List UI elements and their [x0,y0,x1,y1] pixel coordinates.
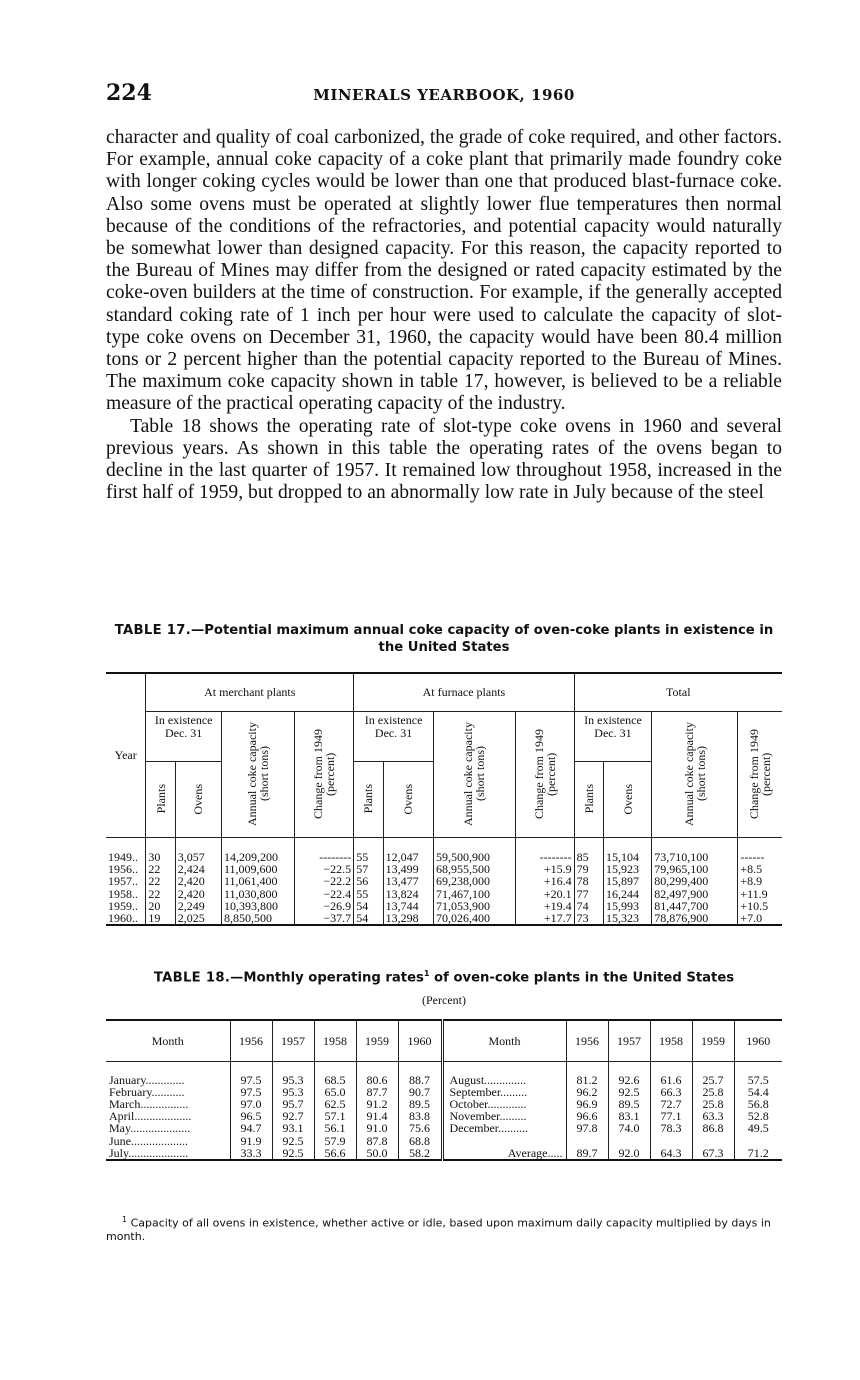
year-header: 1959 [356,1020,398,1062]
table17-caption [106,622,782,656]
ovens-header: Ovens [604,761,652,837]
table-row: 1958.. 22 2,420 11,030,800 −22.4 55 13,824 71,467,100 +20.1 77 16,244 82,497,900 +11.9 [106,888,782,900]
ovens-header: Ovens [175,761,221,837]
change-header: Change from 1949 (percent) [738,711,782,837]
table-row: April................... 96.5 92.7 57.1 91.4 83.8 November......... 96.6 83.1 77.1 63.3 52.8 [106,1110,782,1122]
footnote-marker: 1 [122,1215,128,1224]
table-row: July.................... 33.3 92.5 56.6 50.0 58.2 Average..... 89.7 92.0 64.3 67.3 71.2 [106,1147,782,1160]
group-header: Total [574,673,782,711]
month-header: Month [106,1020,230,1062]
capacity-header: Annual coke capacity (short tons) [652,711,738,837]
table18-unit: (Percent) [422,993,466,1007]
ovens-header: Ovens [383,761,433,837]
table18-caption [106,965,782,986]
year-header: Year [106,673,146,837]
in-existence-header: In existence Dec. 31 [146,711,222,761]
paragraph: Table 18 shows the operating rate of slot-type coke ovens in 1960 and several previous years. As shown in this table the operating rates of the ovens began to decline in the last quarter of 1957. It remained low throughout 1958, increased in the first half of 1959, but dropped to an abnormally low rate in July because of the steel [106,415,782,504]
table-row: 1956.. 22 2,424 11,009,600 −22.5 57 13,499 68,955,500 +15.9 79 15,923 79,965,100 +8.5 [106,863,782,875]
table-row: May.................... 94.7 93.1 56.1 91.0 75.6 December.......... 97.8 74.0 78.3 86.8 49.5 [106,1122,782,1134]
footnote [106,1213,782,1243]
month-header: Month [442,1020,566,1062]
table-row: 1960.. 19 2,025 8,850,500 −37.7 54 13,298 70,026,400 +17.7 73 15,323 78,876,900 +7.0 [106,912,782,925]
year-header: 1959 [692,1020,734,1062]
table18-label: TABLE 18. [153,970,231,986]
group-header: At furnace plants [354,673,574,711]
plants-header: Plants [354,761,383,837]
plants-header: Plants [146,761,175,837]
year-header: 1956 [230,1020,272,1062]
year-header: 1957 [272,1020,314,1062]
year-header: 1958 [650,1020,692,1062]
body-text [106,127,782,504]
running-head: MINERALS YEARBOOK, 1960 [313,86,575,104]
table17-title: —Potential maximum annual coke capacity of oven-coke plants in existence in the United States [191,623,774,655]
table17-label: TABLE 17. [114,623,192,638]
page-header [106,80,782,110]
group-header: At merchant plants [146,673,354,711]
change-header: Change from 1949 (percent) [515,711,574,837]
year-header: 1960 [734,1020,782,1062]
table17 [106,672,782,926]
year-header: 1960 [398,1020,442,1062]
paragraph: character and quality of coal carbonized, the grade of coke required, and other factors. For example, annual coke capacity of a coke plant that primarily made foundry coke with longer coking cycles would be lower than one that produced blast-furnace coke. Also some ovens must be operated at slightly lower flue temperatures then normal because of the conditions of the refractories, and potential capacity would naturally be somewhat lower than designed capacity. For this reason, the capacity reported to the Bureau of Mines may differ from the designed or rated capacity estimated by the coke-oven builders at the time of construction. For example, if the generally accepted standard coking rate of 1 inch per hour were used to calculate the capacity of slot-type coke ovens on December 31, 1960, the capacity would have been 80.4 million tons or 2 percent higher than the potential capacity reported to the Bureau of Mines. The maximum coke capacity shown in table 17, however, is believed to be a reliable measure of the practical operating capacity of the industry. [106,127,782,415]
in-existence-header: In existence Dec. 31 [574,711,652,761]
table-row: February........... 97.5 95.3 65.0 87.7 90.7 September......... 96.2 92.5 66.3 25.8 54.4 [106,1086,782,1098]
footnote-text: Capacity of all ovens in existence, whether active or idle, based upon maximum daily capacity multiplied by days in month. [106,1216,771,1243]
table-row: January............. 97.5 95.3 68.5 80.6 88.7 August.............. 81.2 92.6 61.6 25.7 57.5 [106,1074,782,1086]
page-number: 224 [106,80,152,106]
footnote-ref: 1 [423,969,430,978]
change-header: Change from 1949 (percent) [295,711,354,837]
year-header: 1958 [314,1020,356,1062]
table-row: 1957.. 22 2,420 11,061,400 −22.2 56 13,477 69,238,000 +16.4 78 15,897 80,299,400 +8.9 [106,875,782,887]
year-header: 1957 [608,1020,650,1062]
table-row: June................... 91.9 92.5 57.9 87.8 68.8 [106,1135,782,1147]
year-header: 1956 [566,1020,608,1062]
table-row: March................ 97.0 95.7 62.5 91.2 89.5 October............. 96.9 89.5 72.7 25.8 56.8 [106,1098,782,1110]
table18-title: —Monthly operating rates [230,970,424,986]
table-row: 1949.. 30 3,057 14,209,200 -------- 55 12,047 59,500,900 -------- 85 15,104 73,710,100 ------ [106,851,782,863]
table18-title-rest: of oven-coke plants in the United States [429,970,735,986]
capacity-header: Annual coke capacity (short tons) [433,711,515,837]
table18 [106,1019,782,1161]
table-row: 1959.. 20 2,249 10,393,800 −26.9 54 13,744 71,053,900 +19.4 74 15,993 81,447,700 +10.5 [106,900,782,912]
in-existence-header: In existence Dec. 31 [354,711,434,761]
plants-header: Plants [574,761,603,837]
capacity-header: Annual coke capacity (short tons) [221,711,294,837]
